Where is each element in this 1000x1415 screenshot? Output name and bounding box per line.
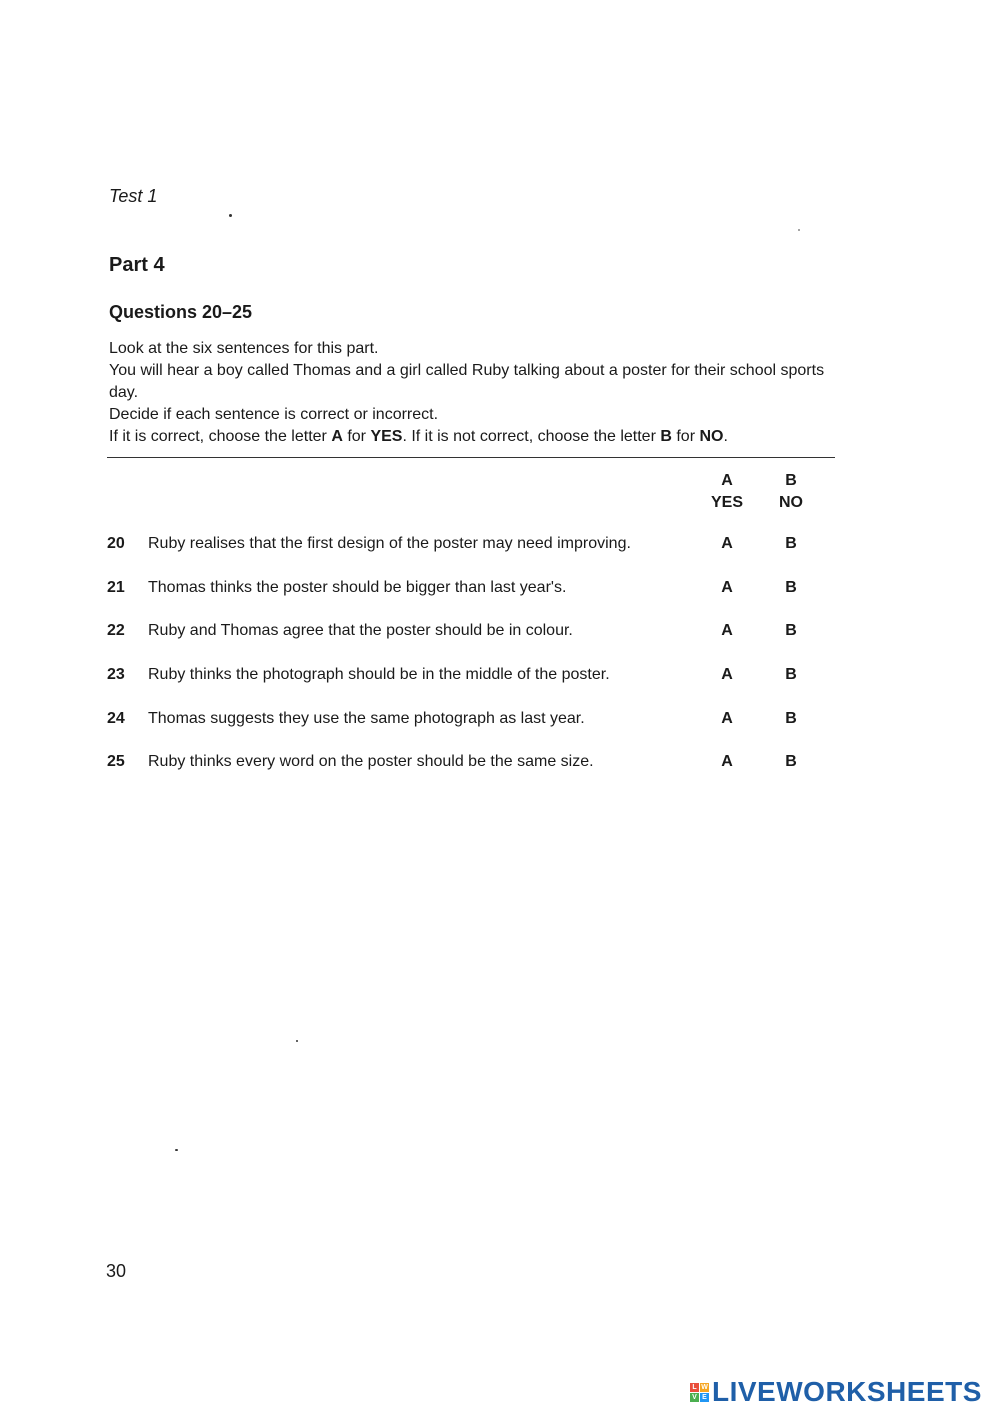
column-label-no: NO bbox=[779, 494, 803, 511]
option-a[interactable]: A bbox=[721, 666, 733, 683]
scan-speck bbox=[175, 1149, 178, 1151]
scan-speck bbox=[229, 214, 232, 217]
option-b[interactable]: B bbox=[785, 710, 797, 727]
question-text: Thomas thinks the poster should be bigger than last year's. bbox=[148, 579, 567, 596]
option-a[interactable]: A bbox=[721, 710, 733, 727]
divider-line bbox=[107, 457, 835, 458]
questions-title: Questions 20–25 bbox=[109, 302, 253, 322]
question-row bbox=[0, 663, 1000, 687]
instruction-line-4 bbox=[109, 426, 829, 448]
column-letter-b: B bbox=[785, 472, 797, 489]
column-header-yes bbox=[697, 470, 757, 514]
question-row bbox=[0, 576, 1000, 600]
question-number: 21 bbox=[107, 579, 125, 596]
page-number: 30 bbox=[106, 1261, 127, 1281]
logo-mark-cell: V bbox=[690, 1393, 699, 1402]
question-text: Ruby realises that the first design of the poster may need improving. bbox=[148, 535, 631, 552]
question-number: 23 bbox=[107, 666, 125, 683]
test-label: Test 1 bbox=[109, 186, 158, 206]
option-b[interactable]: B bbox=[785, 753, 797, 770]
question-row bbox=[0, 750, 1000, 774]
logo-mark-icon bbox=[690, 1383, 709, 1402]
liveworksheets-logo bbox=[690, 1376, 982, 1408]
option-b[interactable]: B bbox=[785, 535, 797, 552]
option-a[interactable]: A bbox=[721, 622, 733, 639]
question-number: 20 bbox=[107, 535, 125, 552]
part-title: Part 4 bbox=[109, 254, 165, 276]
option-b[interactable]: B bbox=[785, 622, 797, 639]
scan-speck bbox=[798, 229, 800, 231]
question-number: 25 bbox=[107, 753, 125, 770]
column-letter-a: A bbox=[721, 472, 733, 489]
instruction-no: NO bbox=[699, 428, 724, 445]
instructions bbox=[109, 338, 829, 448]
column-label-yes: YES bbox=[710, 494, 743, 511]
question-text: Ruby thinks every word on the poster should be the same size. bbox=[148, 753, 594, 770]
question-number: 24 bbox=[107, 710, 125, 727]
logo-mark-cell: L bbox=[690, 1383, 699, 1392]
instruction-text: . If it is not correct, choose the letter bbox=[402, 428, 661, 445]
question-text: Ruby and Thomas agree that the poster should be in colour. bbox=[148, 622, 573, 639]
scan-speck bbox=[296, 1040, 298, 1042]
instruction-text: If it is correct, choose the letter bbox=[109, 428, 332, 445]
option-b[interactable]: B bbox=[785, 666, 797, 683]
logo-mark-cell: E bbox=[700, 1393, 709, 1402]
instruction-line-2: You will hear a boy called Thomas and a girl called Ruby talking about a poster for their school sports day. bbox=[109, 362, 825, 401]
instruction-letter-b: B bbox=[660, 428, 672, 445]
option-a[interactable]: A bbox=[721, 579, 733, 596]
instruction-yes: YES bbox=[370, 428, 403, 445]
question-row bbox=[0, 707, 1000, 731]
question-row bbox=[0, 619, 1000, 643]
question-row bbox=[0, 532, 1000, 556]
instruction-text: for bbox=[671, 428, 700, 445]
question-number: 22 bbox=[107, 622, 125, 639]
logo-text: LIVEWORKSHEETS bbox=[712, 1376, 982, 1407]
instruction-text: for bbox=[342, 428, 371, 445]
column-header-no bbox=[761, 470, 821, 514]
question-text: Ruby thinks the photograph should be in the middle of the poster. bbox=[148, 666, 610, 683]
instruction-letter-a: A bbox=[331, 428, 343, 445]
question-text: Thomas suggests they use the same photograph as last year. bbox=[148, 710, 585, 727]
option-a[interactable]: A bbox=[721, 753, 733, 770]
instruction-line-1: Look at the six sentences for this part. bbox=[109, 340, 379, 357]
instruction-line-3: Decide if each sentence is correct or incorrect. bbox=[109, 406, 439, 423]
option-b[interactable]: B bbox=[785, 579, 797, 596]
option-a[interactable]: A bbox=[721, 535, 733, 552]
logo-mark-cell: W bbox=[701, 1383, 708, 1391]
instruction-text: . bbox=[723, 428, 728, 445]
